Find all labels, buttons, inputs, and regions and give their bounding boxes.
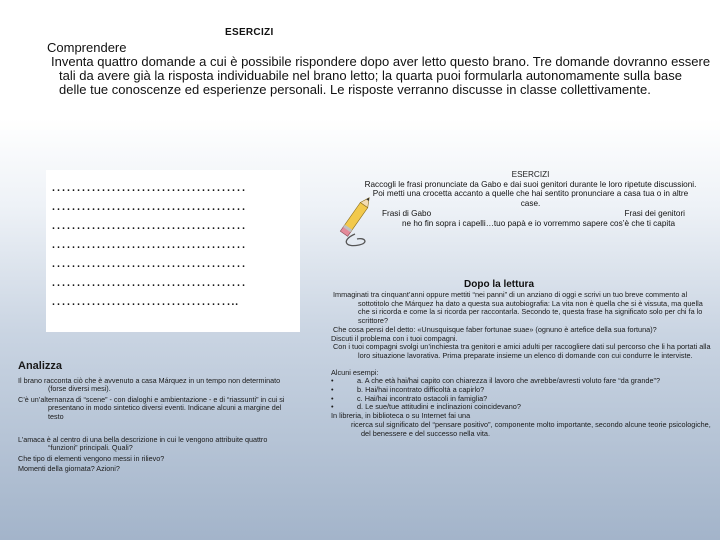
answer-line: ………………………………… [51,198,246,214]
answer-line: ………………………………… [51,236,246,252]
columns-header [358,209,703,219]
analisi-heading: Analizza [18,360,63,372]
list-item-text: c. Hai/hai incontrato ostacoli in famiglia? [357,393,488,403]
list-item-text: a. A che età hai/hai capito con chiarezza il lavoro che avrebbe/avresti voluto fare “da grande”? [357,376,661,386]
dopo-paragraph: In libreria, in biblioteca o su Internet fai una [331,411,471,421]
esercizi-example: ne ho fin sopra i capelli…tuo papà e io vorremmo sapere cos’è che ti capita [401,218,676,228]
analisi-paragraph: Che tipo di elementi vengono messi in rilievo? [18,453,165,463]
dopo-paragraph: ricerca sul significato del “pensare positivo”, componente molto importante, secondo alcune teorie psicologiche, del benessere e del successo nella vita. [351,419,711,438]
answer-box [46,170,300,332]
bullet-icon: • [331,402,334,412]
list-item-text: d. Le sue/tue attitudini e inclinazioni coincidevano? [357,402,521,412]
bullet-icon: • [331,393,334,403]
analisi-paragraph: Momenti della giornata? Azioni? [18,464,120,474]
answer-line: ………………………………… [51,217,246,233]
analisi-section [18,362,298,476]
analisi-paragraph: L’amaca è al centro di una bella descrizione in cui le vengono attribuite quattro “funzioni” principali. Quali? [18,434,268,453]
page-title: ESERCIZI [225,27,274,38]
list-item-text: b. Hai/hai incontrato difficoltà a capirlo? [357,385,485,395]
dopo-paragraph: Discuti il problema con i tuoi compagni. [331,333,458,343]
examples-label: Alcuni esempi: [331,367,379,377]
dopo-section [331,291,711,438]
bullet-icon: • [331,376,334,386]
analisi-paragraph: Il brano racconta ciò che è avvenuto a casa Márquez in un tempo non determinato (forse diversi mesi). [18,375,281,394]
dopo-paragraph: Che cosa pensi del detto: «Unusquisque faber fortunae suae» (ognuno è artefice della sua fortuna)? [333,324,657,334]
dopo-paragraph: Con i tuoi compagni svolgi un’inchiesta tra genitori e amici adulti per raccogliere dati sul percorso che li ha portati alla loro situazione lavorativa. Prima preparate insieme un elenco di domande con cui condurre le interviste. [333,342,711,360]
dopo-heading: Dopo la lettura [464,279,535,290]
esercizi-title: ESERCIZI [511,170,550,179]
answer-line: ………………………………… [51,274,246,290]
answer-line: ………………………………… [51,255,246,271]
answer-line: ………………………………… [51,179,246,195]
analisi-paragraph: C’è un’alternanza di “scene” - con dialoghi e ambientazione - e di “riassunti” in cui si presentano in modo sintetico diversi eventi. Indicane alcuni a margine del testo [18,394,285,421]
col-gabo: Frasi di Gabo [382,208,432,218]
dopo-paragraph: Immaginati tra cinquant’anni oppure mettiti “nei panni” di un anziano di oggi e scrivi un tuo breve commento al sottotitolo che Márquez ha dato a questa sua autobiografia: La vita non è quella che si è vissuta, ma quella che si ricorda e come la si ricorda per raccontarla. Secondo te, questa frase ha significato solo per chi fa lo scrittore? [333,290,703,326]
intro-body: Inventa quattro domande a cui è possibile rispondere dopo aver letto questo brano. Tre domande dovranno essere tali da avere già la risposta individuabile nel brano letto; la quarta puoi formularla autonomamente sulla base delle tue conoscenze ed esperienze personali. Le risposte verranno discusse in classe collettivamente. [51,54,711,97]
intro-heading: Comprendere [47,40,127,55]
answer-line: ……………………………….. [51,293,239,309]
col-genitori: Frasi dei genitori [624,208,685,218]
esercizi-section [358,170,703,228]
esercizi-instruction: Raccogli le frasi pronunciate da Gabo e dai suoi genitori durante le loro ripetute discussioni. Poi metti una crocetta accanto a quelle che hai sentito pronunciare a casa tua o in altre case. [364,179,697,209]
intro-section [47,41,712,97]
bullet-icon: • [331,385,334,395]
